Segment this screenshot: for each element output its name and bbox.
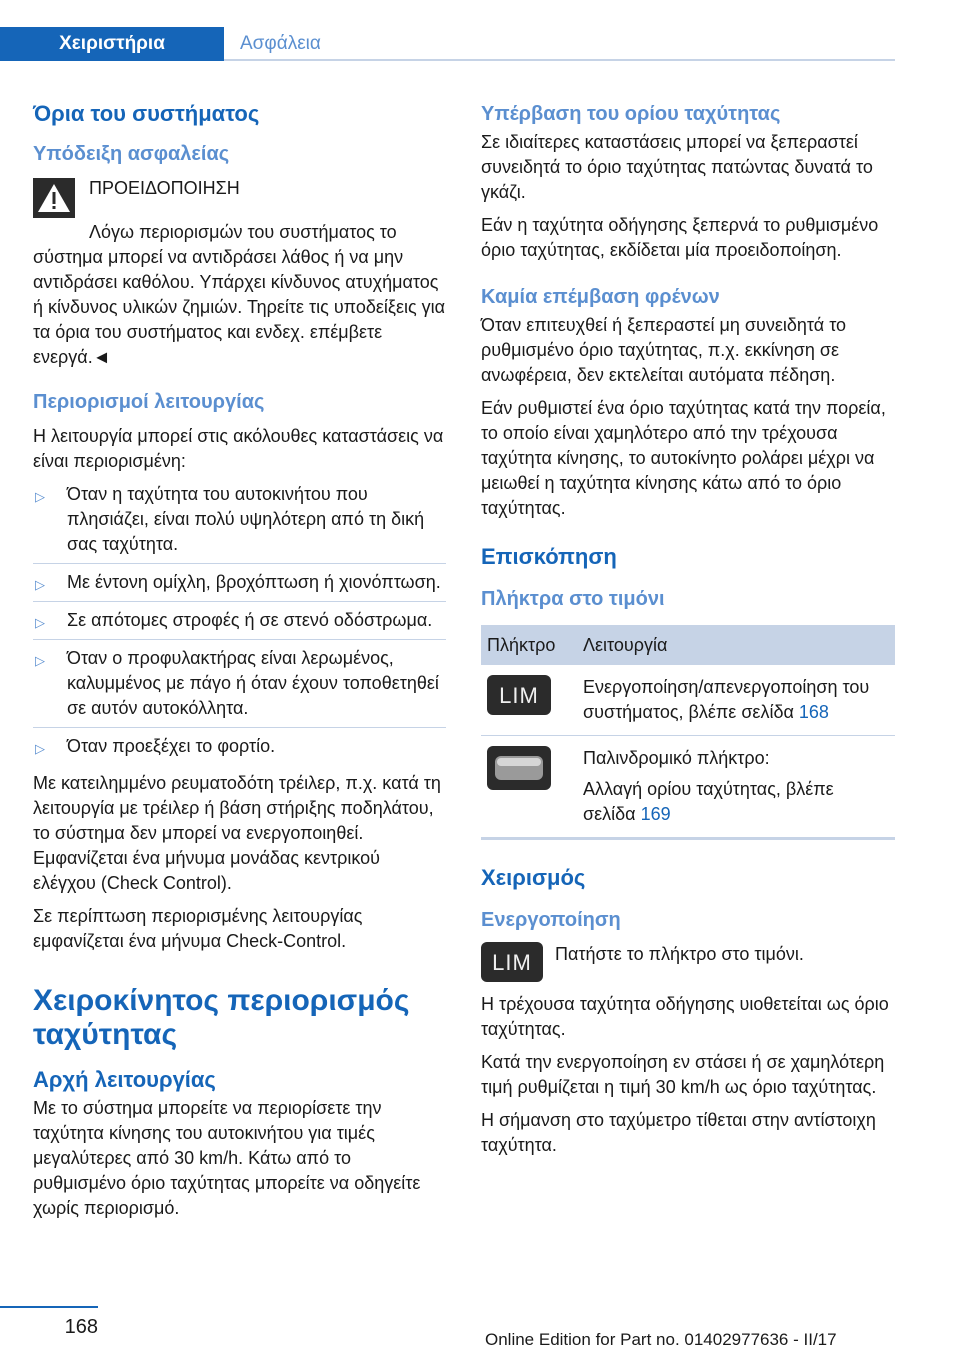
no-brake-text-2: Εάν ρυθμιστεί ένα όριο ταχύτητας κατά την πορεία, το οποίο είναι χαμηλότερο από την τρέχουσα ταχύτητα κίνησης, το αυτοκίνητο ρολάρει μέχρι να μειωθεί η ταχύτητα κίνησης κάτω από το όριο ταχύτητας. xyxy=(481,398,886,518)
table-row xyxy=(481,665,895,736)
warning-title: ΠΡΟΕΙΔΟΠΟΙΗΣΗ xyxy=(89,178,240,198)
activation-text-2: Κατά την ενεργοποίηση εν στάσει ή σε χαμηλότερη τιμή ρυθμίζεται η τιμή 30 km/h ως όριο ταχύτητας. xyxy=(481,1052,885,1097)
list-item: ▷ Με έντονη ομίχλη, βροχόπτωση ή χιονόπτωση. xyxy=(33,570,446,602)
restrictions-intro: Η λειτουργία μπορεί στις ακόλουθες καταστάσεις να είναι περιορισμένη: xyxy=(33,426,444,471)
heading-no-brake: Καμία επέμβαση φρένων xyxy=(481,286,720,308)
lim-button-icon: LIM xyxy=(487,675,551,715)
activation-text-1: Η τρέχουσα ταχύτητα οδήγησης υιοθετείται ως όριο ταχύτητας. xyxy=(481,994,889,1039)
buttons-table xyxy=(481,625,895,840)
heading-restrictions: Περιορισμοί λειτουργίας xyxy=(33,391,265,413)
heading-manual-limiter: Χειροκίνητος περιορισμός ταχύτητας xyxy=(33,984,410,1051)
table-row xyxy=(481,736,895,839)
edition-footer: Online Edition for Part no. 01402977636 - II/17 xyxy=(485,1330,837,1349)
lim-button-icon: LIM xyxy=(481,942,543,982)
exceed-text-2: Εάν η ταχύτητα οδήγησης ξεπερνά το ρυθμισμένο όριο ταχύτητας, εκδίδεται μία προειδοποίηση. xyxy=(481,215,879,260)
header-bar xyxy=(0,27,895,61)
bullet-triangle-icon: ▷ xyxy=(35,489,45,504)
page-link-169[interactable]: 169 xyxy=(640,804,671,824)
bullet-triangle-icon: ▷ xyxy=(35,577,45,592)
restricted-text: Σε περίπτωση περιορισμένης λειτουργίας εμφανίζεται ένα μήνυμα Check-Control. xyxy=(33,906,363,951)
restrictions-list xyxy=(33,482,446,765)
bullet-triangle-icon: ▷ xyxy=(35,615,45,630)
warning-text: Λόγω περιορισμών του συστήματος το σύστημα μπορεί να αντιδράσει λάθος ή να μην αντιδράσει καθόλου. Υπάρχει κίνδυνος ατυχήματος ή κίνδυνος υλικών ζημιών. Τηρείτε τις υποδείξεις για τα όρια του συστήματος και ενδεχ. επέμβετε ενεργά.◄ xyxy=(33,222,446,367)
heading-wheel-buttons: Πλήκτρα στο τιμόνι xyxy=(481,588,665,610)
table-header-row xyxy=(481,625,895,665)
bullet-triangle-icon: ▷ xyxy=(35,653,45,668)
heading-operation: Χειρισμός xyxy=(481,865,586,890)
right-column xyxy=(481,100,895,1166)
heading-principle: Αρχή λειτουργίας xyxy=(33,1067,216,1092)
activation-text-3: Η σήμανση στο ταχύμετρο τίθεται στην αντίστοιχη ταχύτητα. xyxy=(481,1110,876,1155)
warning-block xyxy=(33,176,446,218)
tab-safety[interactable]: Ασφάλεια xyxy=(224,27,440,61)
list-item: ▷ Όταν προεξέχει το φορτίο. xyxy=(33,734,446,765)
activation-instruction: Πατήστε το πλήκτρο στο τιμόνι. xyxy=(555,944,804,964)
table-header-key: Πλήκτρο xyxy=(481,625,577,665)
page-number: 168 xyxy=(64,1316,98,1338)
principle-text: Με το σύστημα μπορείτε να περιορίσετε την ταχύτητα κίνησης του αυτοκινήτου για τιμές μεγαλύτερες από 30 km/h. Κάτω από το ρυθμισμένο όριο ταχύτητας μπορείτε να οδηγείτε χωρίς περιορισμό. xyxy=(33,1098,421,1218)
heading-safety-note: Υπόδειξη ασφαλείας xyxy=(33,143,230,165)
heading-activation: Ενεργοποίηση xyxy=(481,909,621,931)
no-brake-text-1: Όταν επιτευχθεί ή ξεπεραστεί μη συνειδητά το ρυθμισμένο όριο ταχύτητας, π.χ. εκκίνηση σε ανωφέρεια, δεν εκτελείται αυτόματα πέδηση. xyxy=(481,315,847,385)
warning-triangle-icon xyxy=(33,178,75,218)
list-item: ▷ Σε απότομες στροφές ή σε στενό οδόστρωμα. xyxy=(33,608,446,640)
left-column xyxy=(33,100,446,1229)
page-link-168[interactable]: 168 xyxy=(798,702,829,722)
heading-exceed-limit: Υπέρβαση του ορίου ταχύτητας xyxy=(481,103,781,125)
heading-overview: Επισκόπηση xyxy=(481,544,617,569)
list-item: ▷ Όταν η ταχύτητα του αυτοκινήτου που πλησιάζει, είναι πολύ υψηλότερη από τη δική σας ταχύτητα. xyxy=(33,482,446,564)
exceed-text-1: Σε ιδιαίτερες καταστάσεις μπορεί να ξεπεραστεί συνειδητά το όριο ταχύτητας πατώντας δυνατά το γκάζι. xyxy=(481,132,873,202)
row-function-text: Ενεργοποίηση/απενεργοποίηση του συστήματος, βλέπε σελίδα xyxy=(583,677,870,722)
tab-controls[interactable]: Χειριστήρια xyxy=(0,27,224,61)
row-function-text: Αλλαγή ορίου ταχύτητας, βλέπε σελίδα xyxy=(583,779,834,824)
trailer-text: Με κατειλημμένο ρευματοδότη τρέιλερ, π.χ. κατά τη λειτουργία με τρέιλερ ή βάση στήριξης ποδηλάτου, το σύστημα δεν μπορεί να ενεργοποιηθεί. Εμφανίζεται ένα μήνυμα μονάδας κεντρικού ελέγχου (Check Control). xyxy=(33,773,441,893)
page-number-block xyxy=(0,1306,98,1348)
rocker-switch-icon xyxy=(487,746,551,790)
list-item: ▷ Όταν ο προφυλακτήρας είναι λερωμένος, καλυμμένος με πάγο ή όταν έχουν τοποθετηθεί σε αυτόν αυτοκόλλητα. xyxy=(33,646,446,728)
row-function-title: Παλινδρομικό πλήκτρο: xyxy=(583,748,770,768)
activation-block xyxy=(481,942,895,982)
header-rule xyxy=(224,59,895,61)
heading-system-limits: Όρια του συστήματος xyxy=(33,101,260,126)
table-header-function: Λειτουργία xyxy=(577,625,895,665)
bullet-triangle-icon: ▷ xyxy=(35,741,45,756)
